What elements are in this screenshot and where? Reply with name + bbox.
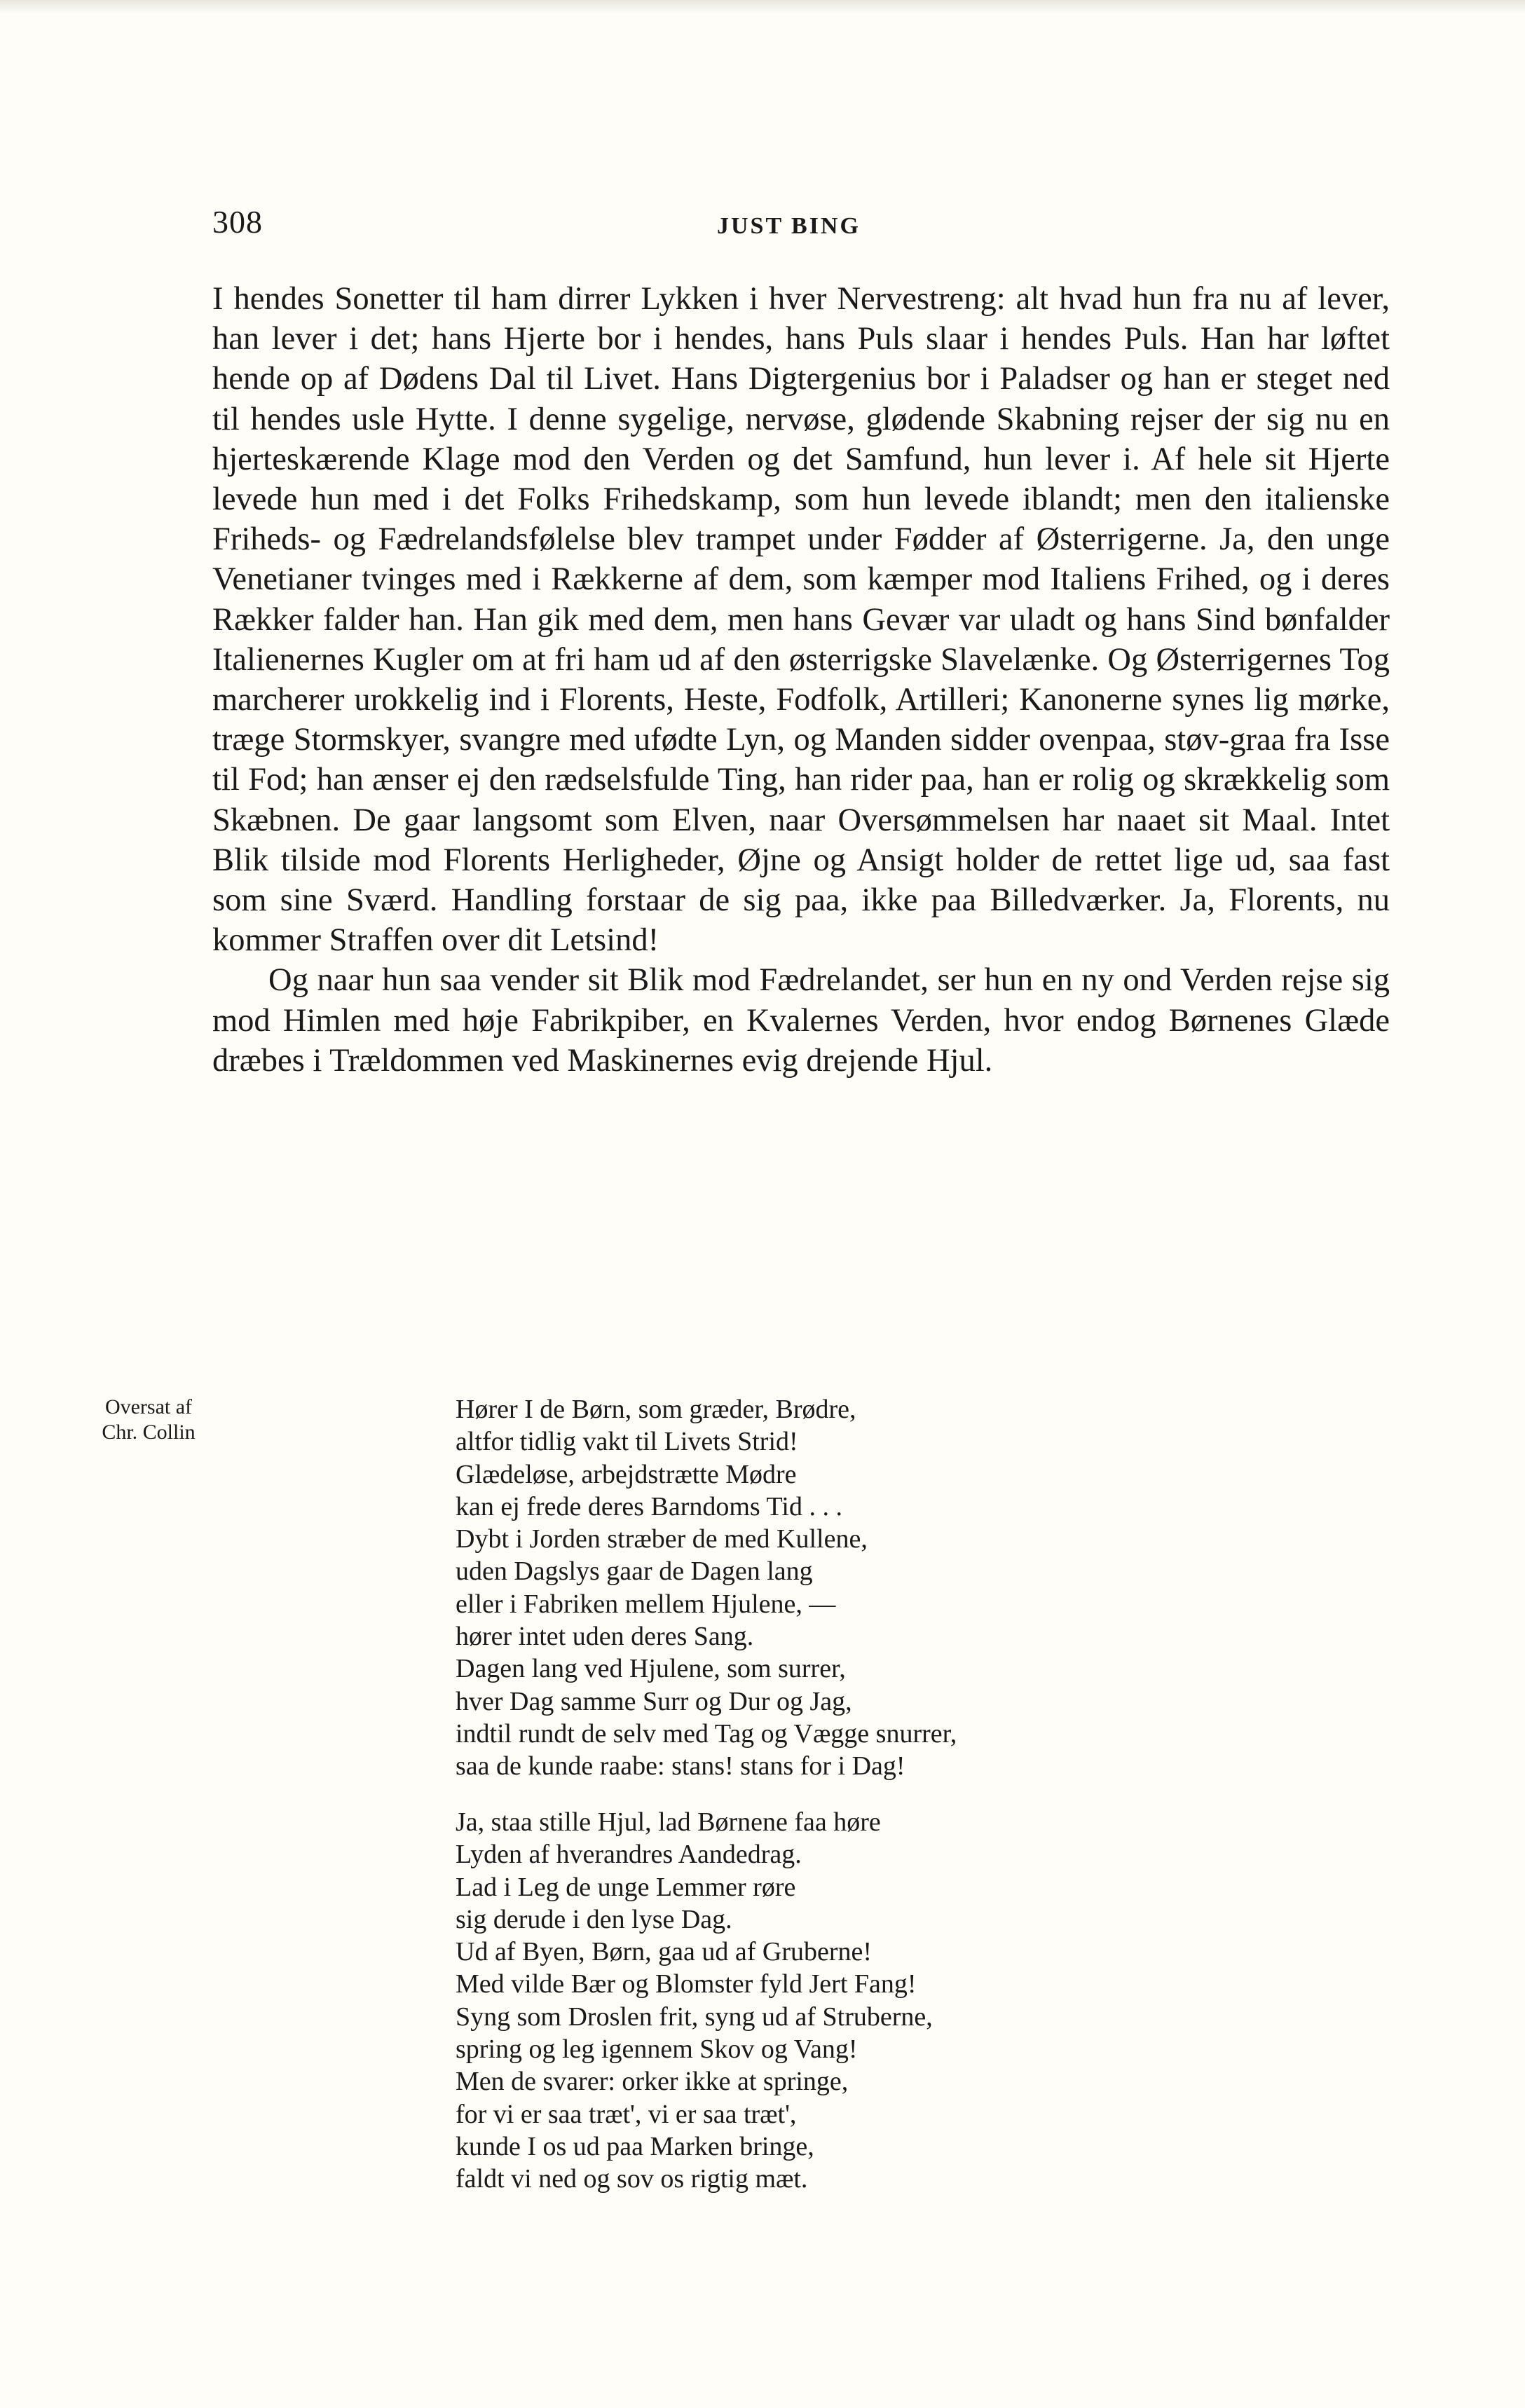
margin-note-line-1: Oversat af [104, 1395, 193, 1418]
poem-line: Lyden af hverandres Aandedrag. [456, 1840, 802, 1870]
poem-line: kunde I os ud paa Marken bringe, [456, 2131, 814, 2161]
poem-stanza-1 [456, 1393, 1297, 1783]
poem-line: kan ej frede deres Barndoms Tid . . . [456, 1491, 842, 1521]
poem-stanza-2 [456, 1806, 1297, 2196]
page-number: 308 [212, 204, 263, 240]
translator-margin-note [78, 1395, 219, 1445]
poem-line: spring og leg igennem Skov og Vang! [456, 2034, 858, 2065]
poem-line: Ud af Byen, Børn, gaa ud af Gruberne! [456, 1937, 873, 1967]
poem-line: altfor tidlig vakt til Livets Strid! [456, 1427, 798, 1457]
poem-line: Med vilde Bær og Blomster fyld Jert Fang! [456, 1969, 917, 1999]
body-text [212, 279, 1390, 1081]
poem-line: hver Dag samme Surr og Dur og Jag, [456, 1686, 852, 1716]
poem-line: Syng som Droslen frit, syng ud af Struberne, [456, 2002, 933, 2032]
poem-line: eller i Fabriken mellem Hjulene, — [456, 1589, 836, 1619]
poem-line: Hører I de Børn, som græder, Brødre, [456, 1395, 856, 1424]
poem-line: Men de svarer: orker ikke at springe, [456, 2067, 849, 2097]
poem-line: faldt vi ned og sov os rigtig mæt. [456, 2164, 808, 2194]
poem-line: sig derude i den lyse Dag. [456, 1904, 732, 1934]
poem-line: Lad i Leg de unge Lemmer røre [456, 1872, 796, 1902]
poem-line: uden Dagslys gaar de Dagen lang [456, 1557, 813, 1587]
poem-line: Glædeløse, arbejdstrætte Mødre [456, 1459, 797, 1489]
poem-line: saa de kunde raabe: stans! stans for i Dag! [456, 1751, 905, 1781]
poem-line: indtil rundt de selv med Tag og Vægge snurrer, [456, 1718, 957, 1749]
page-edge-shadow [0, 0, 1525, 14]
page-header [212, 203, 1397, 245]
paragraph-1: I hendes Sonetter til ham dirrer Lykken i hver Nervestreng: alt hvad hun fra nu af lever, han lever i det; hans Hjerte bor i hendes, hans Puls slaar i hendes Puls. Han har løftet hende op af Dødens Dal til Livet. Hans Digtergenius bor i Paladser og han er steget ned til hendes usle Hytte. I denne sygelige, nervøse, glødende Skabning rejser der sig nu en hjerteskærende Klage mod den Verden og det Samfund, hun lever i. Af hele sit Hjerte levede hun med i det Folks Frihedskamp, som hun levede iblandt; men den italienske Friheds- og Fædrelandsfølelse blev trampet under Fødder af Østerrigerne. Ja, den unge Venetianer tvinges med i Rækkerne af dem, som kæmper mod Italiens Frihed, og i deres Rækker falder han. Han gik med dem, men hans Gevær var uladt og hans Sind bønfalder Italienernes Kugler om at fri ham ud af den østerrigske Slavelænke. Og Østerrigernes Tog marcherer urokkelig ind i Florents, Heste, Fodfolk, Artilleri; Kanonerne synes lig mørke, træge Stormskyer, svangre med ufødte Lyn, og Manden sidder ovenpaa, støv-graa fra Isse til Fod; han ænser ej den rædselsfulde Ting, han rider paa, han er rolig og skrækkelig som Skæbnen. De gaar langsomt som Elven, naar Oversømmelsen har naaet sit Maal. Intet Blik tilside mod Florents Herligheder, Øjne og Ansigt holder de rettet lige ud, saa fast som sine Sværd. Handling forstaar de sig paa, ikke paa Billedværker. Ja, Florents, nu kommer Straffen over dit Letsind! [212, 281, 1390, 959]
poem-line: Dagen lang ved Hjulene, som surrer, [456, 1654, 846, 1684]
poem-line: for vi er saa træt', vi er saa træt', [456, 2099, 797, 2129]
margin-note-line-2: Chr. Collin [102, 1421, 196, 1444]
running-head: JUST BING [717, 213, 861, 239]
poem-line: hører intet uden deres Sang. [456, 1622, 754, 1652]
poem-line: Dybt i Jorden stræber de med Kullene, [456, 1524, 868, 1554]
paragraph-2: Og naar hun saa vender sit Blik mod Fædrelandet, ser hun en ny ond Verden rejse sig mod Himlen med høje Fabrikpiber, en Kvalernes Verden, hvor endog Børnenes Glæde dræbes i Trældommen ved Maskinernes evig drejende Hjul. [212, 962, 1390, 1079]
poem-line: Ja, staa stille Hjul, lad Børnene faa høre [456, 1807, 881, 1837]
